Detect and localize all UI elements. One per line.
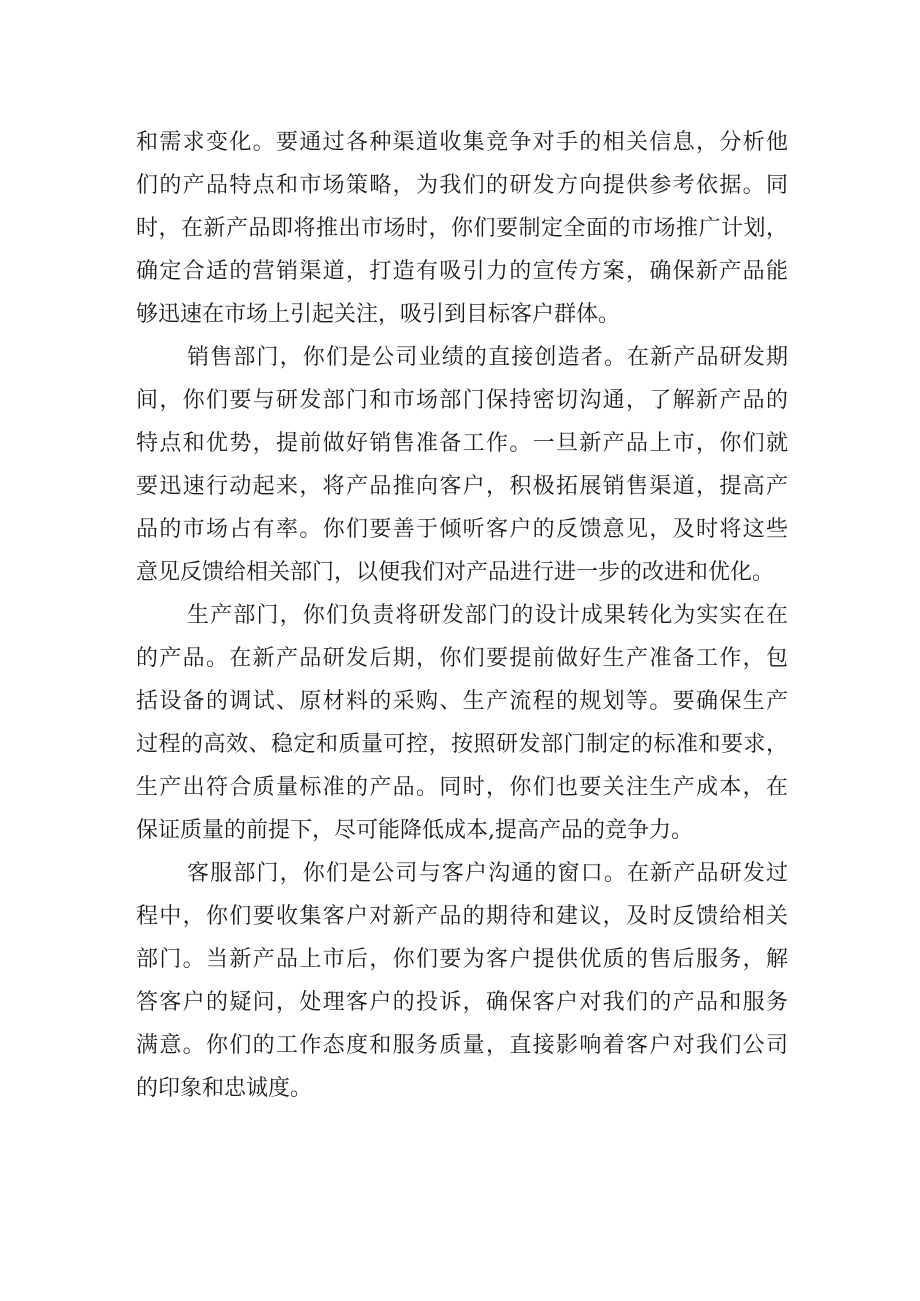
text-line: 品的市场占有率。你们要善于倾听客户的反馈意见，及时将这些 xyxy=(136,517,788,542)
text-line: 间，你们要与研发部门和市场部门保持密切沟通，了解新产品的 xyxy=(136,388,788,413)
text-line: 括设备的调试、原材料的采购、生产流程的规划等。要确保生产 xyxy=(136,689,788,714)
text-line: 部门。当新产品上市后，你们要为客户提供优质的售后服务，解 xyxy=(136,947,788,972)
text-line: 满意。你们的工作态度和服务质量，直接影响着客户对我们公司 xyxy=(136,1033,788,1058)
text-line: 们的产品特点和市场策略，为我们的研发方向提供参考依据。同 xyxy=(136,173,788,198)
text-line: 生产部门，你们负责将研发部门的设计成果转化为实实在在 xyxy=(187,603,788,628)
text-line: 保证质量的前提下，尽可能降低成本,提高产品的竞争力。 xyxy=(136,818,693,843)
text-line: 和需求变化。要通过各种渠道收集竞争对手的相关信息，分析他 xyxy=(136,130,788,155)
text-line: 确定合适的营销渠道，打造有吸引力的宣传方案，确保新产品能 xyxy=(136,259,788,284)
text-line: 够迅速在市场上引起关注，吸引到目标客户群体。 xyxy=(136,302,621,327)
text-line: 的印象和忠诚度。 xyxy=(136,1076,313,1101)
text-line: 特点和优势，提前做好销售准备工作。一旦新产品上市，你们就 xyxy=(136,431,788,456)
text-line: 要迅速行动起来，将产品推向客户，积极拓展销售渠道，提高产 xyxy=(136,474,788,499)
text-line: 的产品。在新产品研发后期，你们要提前做好生产准备工作，包 xyxy=(136,646,788,671)
text-line: 过程的高效、稳定和质量可控，按照研发部门制定的标准和要求， xyxy=(136,732,788,757)
text-line: 销售部门，你们是公司业绩的直接创造者。在新产品研发期 xyxy=(187,345,788,370)
text-line: 意见反馈给相关部门，以便我们对产品进行进一步的改进和优化。 xyxy=(136,560,775,585)
text-line: 生产出符合质量标准的产品。同时，你们也要关注生产成本，在 xyxy=(136,775,788,800)
document-body xyxy=(136,121,788,1110)
text-line: 时，在新产品即将推出市场时，你们要制定全面的市场推广计划， xyxy=(136,216,788,241)
text-line: 客服部门，你们是公司与客户沟通的窗口。在新产品研发过 xyxy=(187,861,788,886)
text-line: 答客户的疑问，处理客户的投诉，确保客户对我们的产品和服务 xyxy=(136,990,788,1015)
text-line: 程中，你们要收集客户对新产品的期待和建议，及时反馈给相关 xyxy=(136,904,788,929)
